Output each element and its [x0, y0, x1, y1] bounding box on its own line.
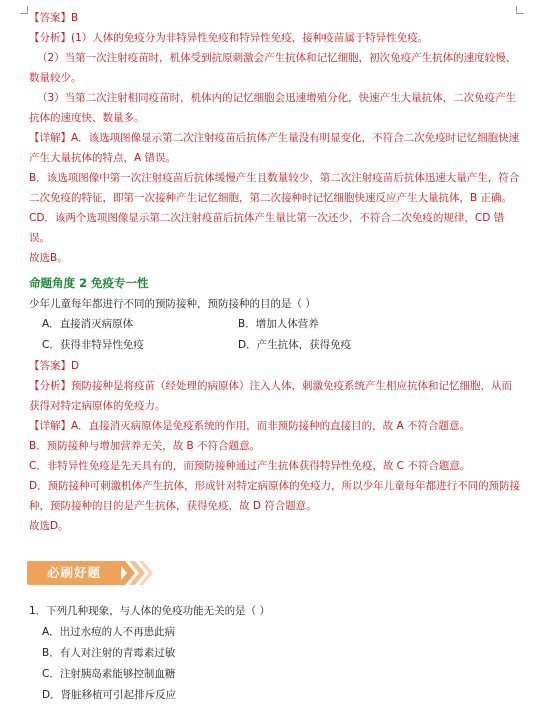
option-c: C．获得非特异性免疫	[42, 339, 144, 351]
practice-option-c: C．注射胰岛素能够控制血糖	[42, 668, 176, 680]
detail-1-a: 【详解】A．该选项图像显示第二次注射疫苗后抗体产生量没有明显变化，不符合二次免疫时记忆细胞快速产生大量抗体的特点，A 错误。	[29, 132, 520, 164]
detail-1-b: B．该选项图像中第一次注射疫苗后抗体缓慢产生且数量较少，第二次注射疫苗后抗体迅速大量产生，符合二次免疫的特征，即第一次接种产生记忆细胞，第二次接种时记忆细胞快速反应产生大量抗体，B 正确。	[29, 172, 520, 204]
options-row-2	[29, 335, 521, 356]
section-heading: 命题角度 2 免疫专一性	[29, 276, 149, 290]
option-b: B．增加人体营养	[238, 318, 319, 330]
analysis-1-point-2: （2）当第一次注射疫苗时，机体受到抗原刺激会产生抗体和记忆细胞，初次免疫产生抗体的速度较慢、数量较少。	[29, 52, 517, 84]
analysis-2: 【分析】预防接种是将疫苗（经处理的病原体）注入人体，刺激免疫系统产生相应抗体和记忆细胞，从而获得对特定病原体的免疫力。	[29, 380, 512, 412]
analysis-1-point-1: 【分析】(1）人体的免疫分为非特异性免疫和特异性免疫，接种疫苗属于特异性免疫。	[29, 32, 429, 44]
chevron-arrows-icon	[117, 561, 157, 585]
detail-2-b: B．预防接种与增加营养无关，故 B 不符合题意。	[29, 440, 261, 452]
question-stem: 少年儿童每年都进行不同的预防接种，预防接种的目的是（ ）	[29, 298, 316, 310]
conclusion-1: 故选B。	[29, 252, 68, 264]
banner-label: 必刷好题	[27, 561, 121, 585]
answer-2: 【答案】D	[29, 360, 80, 372]
page-corner-mark-left	[20, 6, 28, 14]
practice-option-b: B．有人对注射的青霉素过敏	[42, 647, 176, 659]
practice-option-a: A．出过水痘的人不再患此病	[42, 626, 176, 638]
detail-2-d: D．预防接种可刺激机体产生抗体，形成针对特定病原体的免疫力，所以少年儿童每年都进行不同的预防接种，预防接种的目的是产生抗体，获得免疫，故 D 符合题意。	[29, 480, 521, 512]
options-row-1	[29, 314, 521, 335]
detail-2-c: C．非特异性免疫是先天具有的，而预防接种通过产生抗体获得特异性免疫，故 C 不符合题意。	[29, 460, 471, 472]
detail-1-cd: CD．该两个选项图像显示第二次注射疫苗后抗体产生量比第一次还少，不符合二次免疫的规律，CD 错误。	[29, 212, 505, 244]
detail-2-a: 【详解】A．直接消灭病原体是免疫系统的作用，而非预防接种的直接目的，故 A 不符合题意。	[29, 420, 471, 432]
practice-option-d: D．肾脏移植可引起排斥反应	[42, 689, 177, 701]
section-banner	[27, 561, 147, 587]
option-d: D．产生抗体，获得免疫	[238, 339, 352, 351]
analysis-1-point-3: （3）当第二次注射相同疫苗时，机体内的记忆细胞会迅速增殖分化，快速产生大量抗体，二次免疫产生抗体的速度快、数量多。	[29, 92, 517, 124]
practice-question-1	[29, 601, 521, 706]
option-a: A．直接消灭病原体	[42, 318, 134, 330]
document-page	[29, 8, 521, 706]
practice-question-stem: 1．下列几种现象，与人体的免疫功能无关的是（ ）	[29, 605, 271, 617]
conclusion-2: 故选D。	[29, 520, 69, 532]
answer-1: 【答案】B	[29, 12, 79, 24]
